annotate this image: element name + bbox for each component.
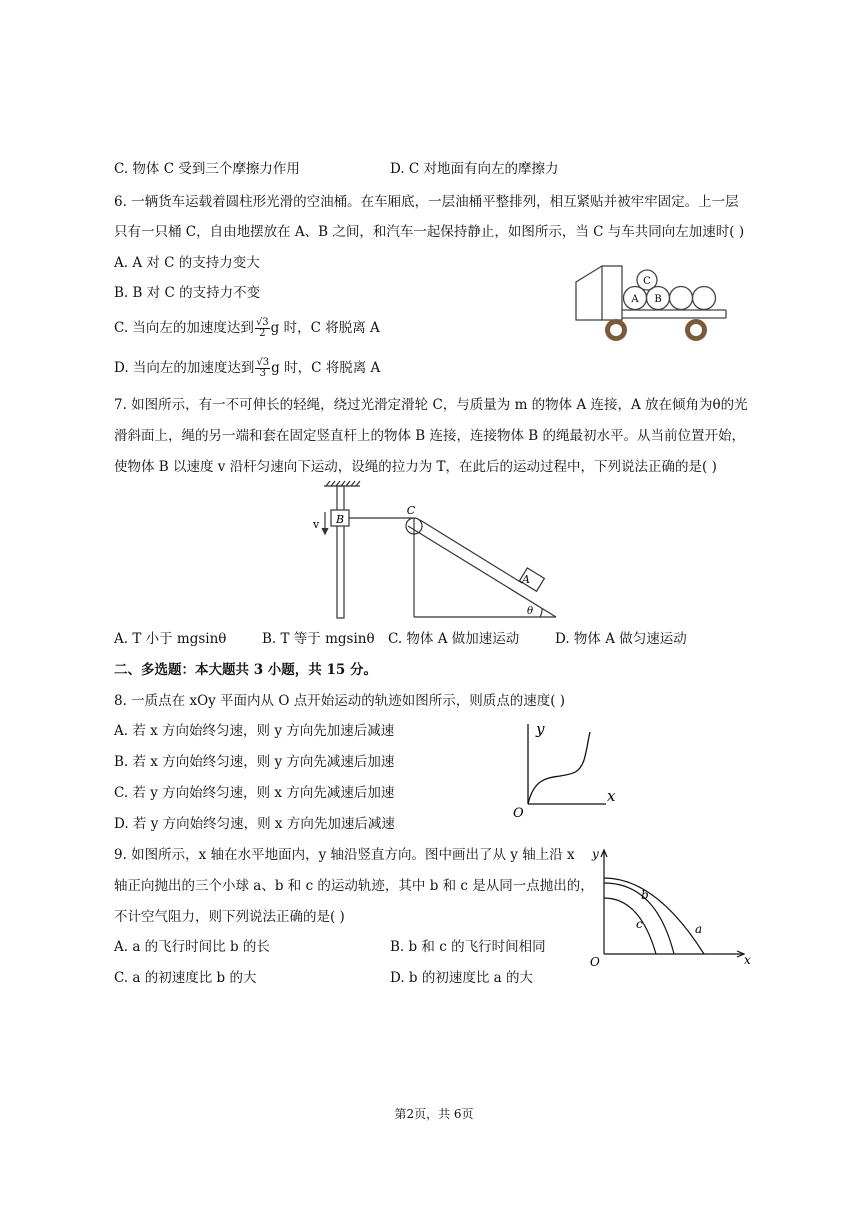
trajectory-c (604, 898, 656, 954)
q6-stem-line1: 6. 一辆货车运载着圆柱形光滑的空油桶。在车厢底，一层油桶平整排列，相互紧贴并被牢牢固定。上一层 (114, 194, 739, 210)
page-footer: 第2页，共 6页 (394, 1107, 474, 1121)
q6-option-c-post: g 时，C 将脱离 A (270, 320, 380, 336)
q8-stem: 8. 一质点在 xOy 平面内从 O 点开始运动的轨迹如图所示，则质点的速度( ) (114, 693, 566, 709)
q9-projectile-figure (586, 842, 756, 972)
label-y: y (536, 720, 545, 738)
truck-wheel-rear (685, 319, 707, 341)
q9-stem-line3: 不计空气阻力，则下列说法正确的是( ) (114, 909, 345, 925)
label-v: v (313, 518, 320, 531)
q9-stem-line2: 轴正向抛出的三个小球 a、b 和 c 的运动轨迹，其中 b 和 c 是从同一点抛出的， (114, 878, 594, 894)
label-b: B (654, 294, 662, 305)
q7-option-c: C. 物体 A 做加速运动 (388, 631, 520, 647)
label-theta: θ (527, 606, 534, 617)
q6-option-d-denominator: 3 (259, 368, 266, 379)
q7-option-d: D. 物体 A 做匀速运动 (555, 631, 687, 647)
q6-option-c-denominator: 2 (259, 328, 266, 339)
q6-option-b: B. B 对 C 的支持力不变 (114, 285, 261, 301)
q8-option-b: B. 若 x 方向始终匀速，则 y 方向先减速后加速 (114, 754, 395, 770)
q9-option-b: B. b 和 c 的飞行时间相同 (390, 939, 546, 955)
rope-along-incline (420, 520, 522, 583)
q7-pulley-figure (300, 480, 562, 622)
theta-arc (540, 609, 542, 617)
velocity-arrowhead (322, 528, 328, 534)
q6-option-c-numerator: √3 (255, 317, 269, 328)
q8-option-c: C. 若 y 方向始终匀速，则 x 方向先减速后加速 (114, 785, 395, 801)
label-b: b (641, 888, 649, 902)
q6-option-c-fraction (255, 318, 270, 339)
label-origin: O (513, 806, 524, 821)
trajectory-a (604, 878, 704, 954)
q6-option-d-pre: D. 当向左的加速度达到 (114, 360, 255, 376)
label-c: c (636, 917, 643, 931)
q6-stem-line2: 只有一只桶 C，自由地摆放在 A、B 之间，和汽车一起保持静止，如图所示，当 C 与车共同向左加速时( ) (114, 224, 745, 240)
q9-option-c: C. a 的初速度比 b 的大 (114, 970, 257, 986)
q6-option-d-numerator: √3 (256, 357, 270, 368)
label-c: C (406, 504, 416, 517)
vertical-rod (337, 486, 344, 618)
q7-stem-line3: 使物体 B 以速度 v 沿杆匀速向下运动，设绳的拉力为 T，在此后的运动过程中，下列说法正确的是( ) (114, 459, 717, 475)
ceiling-hatch (326, 481, 360, 486)
q8-trajectory-figure (510, 716, 620, 821)
q6-option-a: A. A 对 C 的支持力变大 (114, 255, 260, 271)
section-heading-multi-choice: 二、多选题：本大题共 3 小题，共 15 分。 (114, 662, 377, 678)
q5-option-d: D. C 对地面有向左的摩擦力 (390, 161, 559, 177)
truck-wheel-front (605, 319, 627, 341)
q8-option-a: A. 若 x 方向始终匀速，则 y 方向先加速后减速 (114, 723, 395, 739)
q5-option-c: C. 物体 C 受到三个摩擦力作用 (114, 161, 300, 177)
q6-option-c-pre: C. 当向左的加速度达到 (114, 320, 254, 336)
q6-option-d-fraction (255, 358, 270, 379)
label-c: C (643, 276, 651, 287)
label-a: a (695, 922, 703, 936)
label-x: x (744, 953, 751, 967)
truck-front-wall (602, 266, 622, 320)
truck-cab (576, 266, 602, 320)
barrel-5 (693, 287, 716, 310)
label-origin: O (590, 955, 600, 969)
trajectory-curve (528, 732, 590, 804)
q6-option-d-post: g 时，C 将脱离 A (271, 360, 381, 376)
q7-option-a: A. T 小于 mgsinθ (114, 631, 227, 647)
q6-truck-figure (574, 262, 729, 346)
barrel-4 (670, 287, 693, 310)
q7-stem-line2: 滑斜面上，绳的另一端和套在固定竖直杆上的物体 B 连接，连接物体 B 的绳最初水平。从当前位置开始， (114, 428, 746, 444)
label-x: x (607, 787, 616, 805)
q9-stem-line1: 9. 如图所示，x 轴在水平地面内，y 轴沿竖直方向。图中画出了从 y 轴上沿 x (114, 847, 575, 863)
label-y: y (592, 847, 599, 861)
q7-stem-line1: 7. 如图所示，有一不可伸长的轻绳，绕过光滑定滑轮 C，与质量为 m 的物体 A 连接，A 放在倾角为θ的光 (114, 397, 748, 413)
q8-option-d: D. 若 y 方向始终匀速，则 x 方向先加速后减速 (114, 816, 395, 832)
q9-option-d: D. b 的初速度比 a 的大 (390, 970, 533, 986)
q9-option-a: A. a 的飞行时间比 b 的长 (114, 939, 270, 955)
label-a: A (522, 573, 530, 586)
q6-option-c (114, 318, 380, 339)
label-b: B (335, 513, 345, 526)
q6-option-d (114, 358, 380, 379)
label-a: A (631, 294, 639, 305)
q7-option-b: B. T 等于 mgsinθ (262, 631, 375, 647)
